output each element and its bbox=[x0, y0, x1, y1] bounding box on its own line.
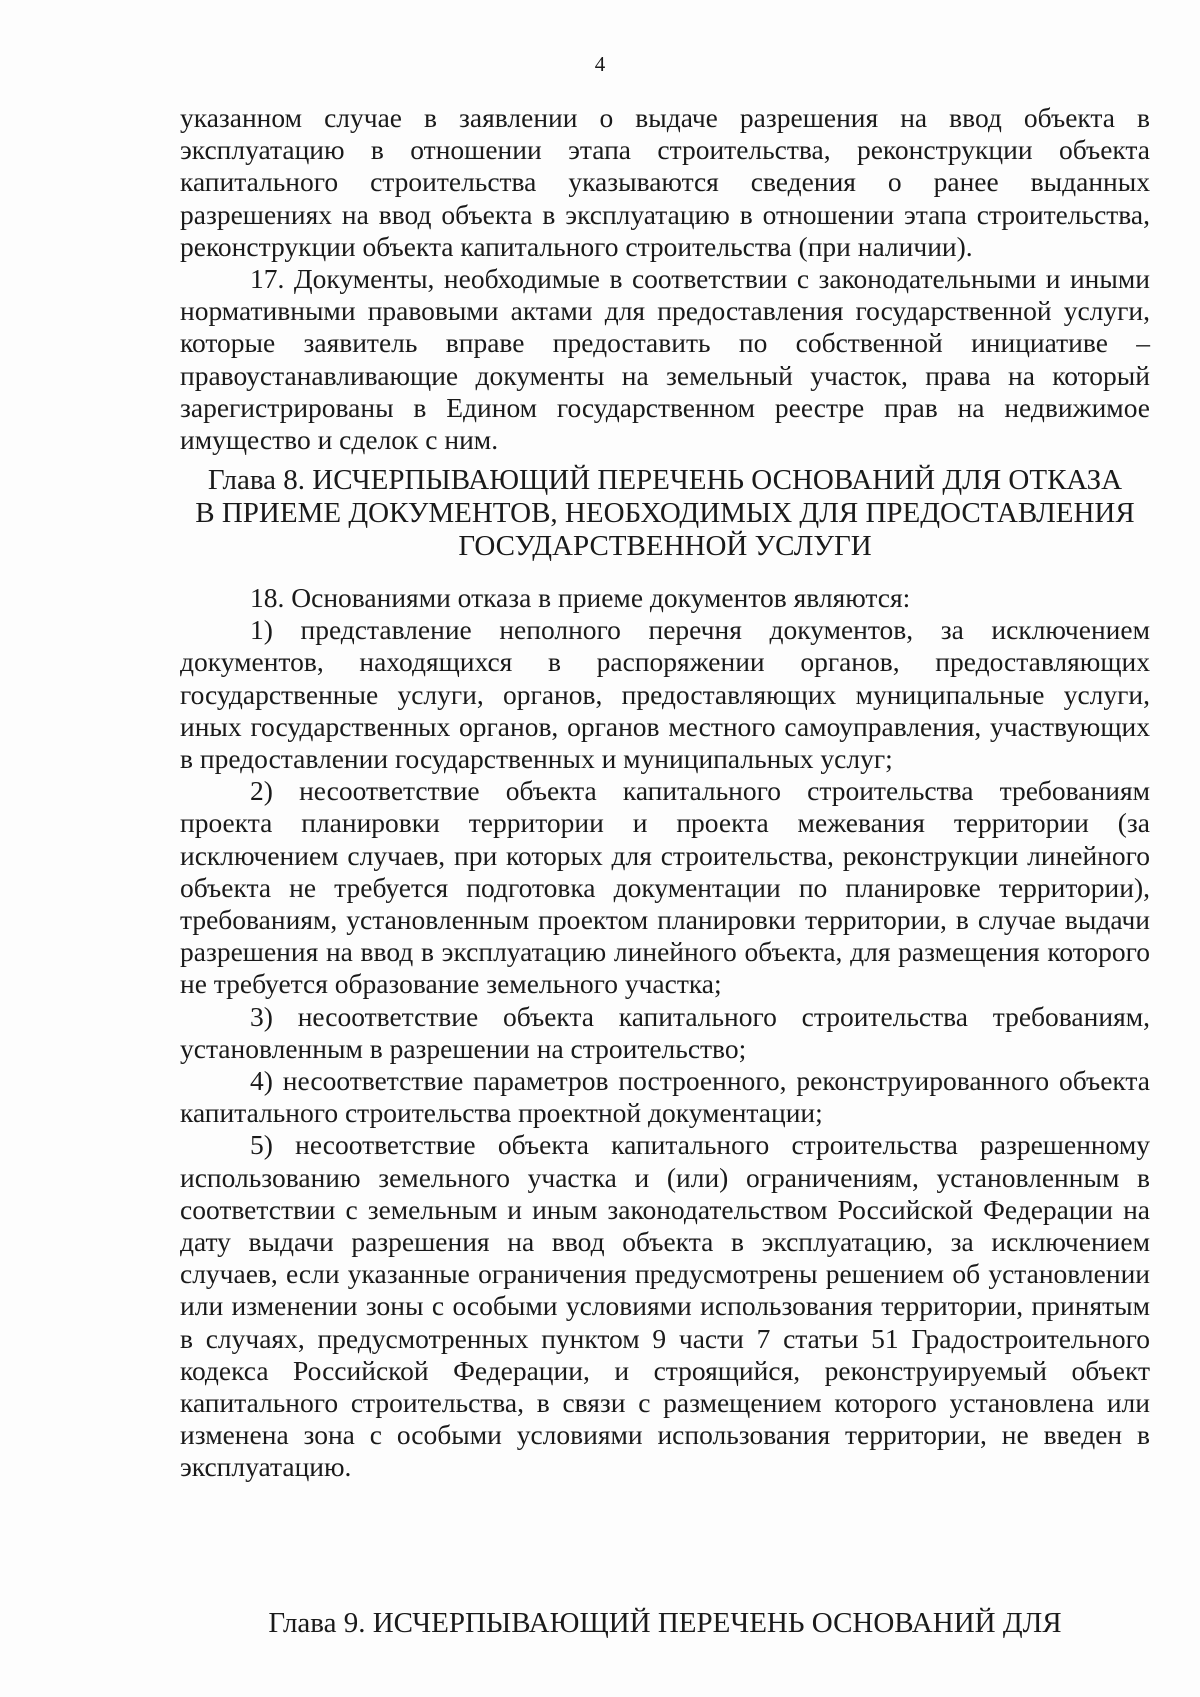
paragraph-17: 17. Документы, необходимые в соответствии с законодательными и иными нормативными правовыми актами для предоставления государственной услуги, которые заявитель вправе предоставить по собственной инициативе – правоустанавливающие документы на земельный участок, права на который зарегистрированы в Едином государственном реестре прав на недвижимое имущество и сделок с ним. bbox=[180, 263, 1150, 456]
paragraph-18: 18. Основаниями отказа в приеме документов являются: bbox=[250, 582, 911, 613]
chapter-9-heading bbox=[170, 1607, 1160, 1640]
chapter-8-heading-line-2: В ПРИЕМЕ ДОКУМЕНТОВ, НЕОБХОДИМЫХ ДЛЯ ПРЕДОСТАВЛЕНИЯ bbox=[195, 497, 1135, 529]
list-item-5: 5) несоответствие объекта капитального строительства разрешенному использованию земельного участка и (или) ограничениям, установленным в соответствии с земельным и иным законодательством Российской Федерации на дату выдачи разрешения на ввод объекта в эксплуатацию, за исключением случаев, если указанные ограничения предусмотрены решением об установлении или изменении зоны с особыми условиями использования территории, принятым в случаях, предусмотренных пунктом 9 части 7 статьи 51 Градостроительного кодекса Российской Федерации, и строящийся, реконструируемый объект капитального строительства, в связи с размещением которого установлена или изменена зона с особыми условиями использования территории, не введен в эксплуатацию. bbox=[180, 1129, 1150, 1483]
list-item-4: 4) несоответствие параметров построенного, реконструированного объекта капитального строительства проектной документации; bbox=[180, 1065, 1150, 1129]
page-number: 4 bbox=[594, 52, 606, 76]
chapter-8-heading-line-1: Глава 8. ИСЧЕРПЫВАЮЩИЙ ПЕРЕЧЕНЬ ОСНОВАНИЙ ДЛЯ ОТКАЗА bbox=[207, 464, 1123, 496]
paragraph-continuation: указанном случае в заявлении о выдаче разрешения на ввод объекта в эксплуатацию в отношении этапа строительства, реконструкции объекта капитального строительства указываются сведения о ранее выданных разрешениях на ввод объекта в эксплуатацию в отношении этапа строительства, реконструкции объекта капитального строительства (при наличии). bbox=[180, 102, 1150, 262]
text-block-2 bbox=[180, 582, 1150, 1484]
chapter-8-heading-line-3: ГОСУДАРСТВЕННОЙ УСЛУГИ bbox=[458, 530, 872, 562]
text-block-1 bbox=[180, 102, 1150, 456]
list-item-3: 3) несоответствие объекта капитального строительства требованиям, установленным в разрешении на строительство; bbox=[180, 1000, 1150, 1064]
list-item-2: 2) несоответствие объекта капитального строительства требованиям проекта планировки территории и проекта межевания территории (за исключением случаев, при которых для строительства, реконструкции линейного объекта не требуется подготовка документации по планировке территории), требованиям, установленным проектом планировки территории, в случае выдачи разрешения на ввод в эксплуатацию линейного объекта, для размещения которого не требуется образование земельного участка; bbox=[180, 775, 1150, 1000]
chapter-9-heading-line-1: Глава 9. ИСЧЕРПЫВАЮЩИЙ ПЕРЕЧЕНЬ ОСНОВАНИЙ ДЛЯ bbox=[268, 1607, 1062, 1639]
chapter-8-heading bbox=[170, 464, 1160, 563]
list-item-1: 1) представление неполного перечня документов, за исключением документов, находящихся в распоряжении органов, предоставляющих государственные услуги, органов, предоставляющих муниципальные услуги, иных государственных органов, органов местного самоуправления, участвующих в предоставлении государственных и муниципальных услуг; bbox=[180, 614, 1150, 775]
